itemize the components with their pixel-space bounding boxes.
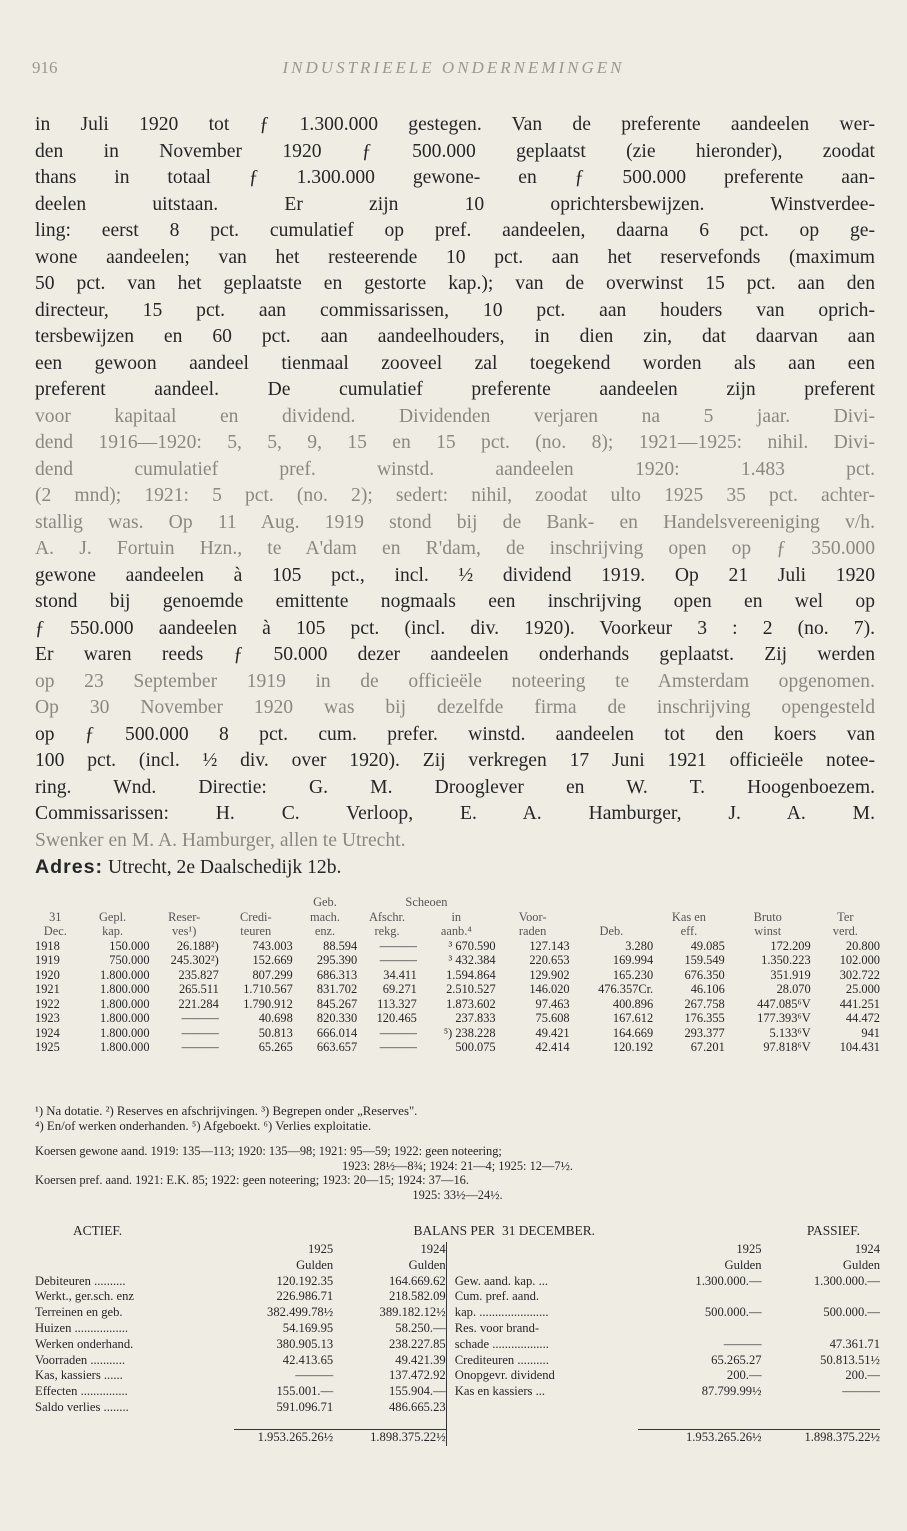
table-cell: 1920 [35,967,60,982]
actief-item-1925: ——— [295,1368,334,1383]
table-cell: 807.299 [252,967,293,982]
table-head-cell: mach. [310,909,340,924]
table-head-cell: Credi- [239,909,272,924]
table-row [35,1026,880,1041]
text-line: in Juli 1920 tot ƒ 1.300.000 gestegen. Van de preferente aandeelen wer- [35,114,875,135]
table-cell: 150.000 [109,938,150,953]
table-cell: 295.390 [316,953,358,967]
balance-row [35,1400,880,1416]
table-cell: 1.800.000 [100,967,150,982]
actief-item-1925: 591.096.71 [276,1399,334,1414]
table-cell: 104.431 [839,1040,880,1054]
text-line: deelen uitstaan. Er zijn 10 oprichtersbewijzen. Winstverdee- [35,193,875,215]
passief-item-1924: 1.300.000.— [813,1273,880,1288]
actief-item-name: Effecten ............... [35,1384,128,1399]
text-line: 50 pct. van het geplaatste en gestorte kap.); van de overwinst 15 pct. aan den [35,273,875,294]
table-cell: 167.612 [612,1011,654,1025]
table-cell: 1.594.864 [446,967,496,982]
empty-cell [455,1400,638,1416]
passief-item-1925: ——— [723,1336,762,1351]
passief-item-name: Kas en kassiers ... [454,1384,546,1399]
year-header: 1924 [420,1242,446,1256]
actief-item-1925: 54.169.95 [282,1320,334,1335]
text-line: Swenker en M. A. Hamburger, allen te Utrecht. [35,829,406,851]
text-line: thans in totaal ƒ 1.300.000 gewone- en ƒ 500.000 preferente aan- [35,167,875,188]
koersen-block [35,1144,880,1202]
table-head-cell: in [451,909,462,924]
table-cell: 441.251 [839,996,880,1011]
text-line: preferent aandeel. De cumulatief preferente aandeelen zijn preferent [35,379,875,400]
passief-item-1925 [638,1289,762,1305]
table-cell: 221.284 [178,996,219,1011]
empty-cell [762,1400,880,1416]
table-cell: 20.800 [845,938,880,953]
table-head-cell [76,895,150,910]
table-head-row [35,895,880,910]
table-cell: 1918 [35,938,60,953]
table-head-cell [653,895,725,910]
column-divider [446,1353,455,1369]
address-label: Adres: [35,856,104,878]
text-line: gewone aandeelen à 105 pct., incl. ½ dividend 1919. Op 21 Juli 1920 [35,564,875,586]
text-line: Op 30 November 1920 was bij dezelfde firma de inschrijving opengesteld [35,697,875,718]
table-cell: 164.669 [612,1025,654,1040]
table-cell: 666.014 [316,1025,358,1040]
koersen-line: 1923: 28½—8¾; 1924: 21—4; 1925: 12—7½. [342,1158,573,1173]
table-cell: 2.510.527 [446,982,496,996]
table-cell: 1923 [35,1011,60,1025]
table-cell: 127.143 [529,938,570,953]
table-head-cell: teuren [240,924,272,938]
table-cell: 750.000 [109,953,150,967]
text-line: tersbewijzen en 60 pct. aan aandeelhouders, in dien zin, dat daarvan aan [35,326,875,347]
table-row [35,997,880,1012]
passief-item-1924: 200.— [845,1368,880,1383]
table-cell: 159.549 [684,953,725,967]
actief-item-1925: 382.499.78½ [267,1305,334,1320]
table-cell: 400.896 [612,996,654,1011]
table-cell: 169.994 [612,953,654,967]
text-line: op ƒ 500.000 8 pct. cum. prefer. winstd. aandeelen tot den koers van [35,723,875,745]
actief-item-1924: 389.182.12½ [379,1305,446,1320]
table-cell: 3.280 [625,938,654,953]
table-cell: 235.827 [178,967,219,982]
total-passief-1925: 1.953.265.26½ [638,1430,762,1446]
text-line: den in November 1920 ƒ 500.000 geplaatst (zie hieronder), zoodat [35,140,875,162]
passief-item-name: kap. ...................... [454,1305,549,1320]
table-cell: 102.000 [839,953,880,967]
table-cell: 44.472 [845,1011,880,1025]
table-head-cell: ves¹) [171,924,197,938]
actief-item-name: Werken onderhand. [35,1336,134,1351]
passief-item-1924 [762,1321,880,1337]
actief-label: ACTIEF. [73,1223,123,1238]
unit-header: Gulden [408,1257,446,1272]
table-cell: 34.411 [383,967,417,982]
balance-row [35,1321,880,1337]
year-header: 1924 [854,1242,880,1256]
passief-item-1925: 200.— [726,1368,762,1383]
passief-item-1924: 500.000.— [823,1305,880,1320]
table-cell: ——— [181,1025,219,1040]
table-cell: 351.919 [770,967,811,982]
table-cell: 120.465 [376,1011,417,1025]
table-cell: 146.020 [529,982,570,996]
table-cell: 40.698 [258,1011,293,1025]
text-line: A. J. Fortuin Hzn., te A'dam en R'dam, de inschrijving open op ƒ 350.000 [35,538,875,559]
actief-item-name: Werkt., ger.sch. enz [35,1289,134,1304]
table-cell: 476.357Cr. [598,982,654,996]
footnote-line: ⁴) En/of werken onderhanden. ⁵) Afgeboekt. ⁶) Verlies exploitatie. [35,1119,372,1133]
page-number: 916 [32,58,58,77]
table-row [35,968,880,983]
koersen-line: 1925: 33½—24½. [412,1187,503,1202]
table-cell: 686.313 [316,967,358,982]
unit-header: Gulden [842,1257,880,1272]
passief-item-name: Crediteuren .......... [454,1352,549,1367]
address-text: Utrecht, 2e Daalschedijk 12b. [107,857,342,878]
table-cell: 1.800.000 [100,1040,150,1054]
table-cell: 1925 [35,1040,60,1054]
text-line: stallig was. Op 11 Aug. 1919 stond bij de Bank- en Handelsvereeniging v/h. [35,511,875,533]
table-cell: ⁵) 238.228 [443,1025,496,1040]
passief-item-name: Res. voor brand- [454,1320,540,1335]
table-cell: ——— [181,1040,219,1054]
balance-row [35,1384,880,1400]
passief-item-1924: 47.361.71 [829,1336,880,1351]
passief-item-1924 [762,1289,880,1305]
table-cell: 663.657 [316,1040,358,1054]
table-cell: 65.265 [258,1040,293,1054]
table-cell: 172.209 [770,938,811,953]
passief-item-1925: 87.799.99½ [701,1384,762,1399]
table-cell: 1922 [35,996,60,1011]
table-cell: 1.710.567 [243,982,293,996]
table-cell: 97.463 [535,996,570,1011]
text-line: Er waren reeds ƒ 50.000 dezer aandeelen onderhands geplaatst. Zij werden [35,644,875,665]
address-line [35,854,875,881]
passief-item-name: Gew. aand. kap. ... [454,1273,549,1288]
table-cell: 1.800.000 [100,982,150,996]
table-cell: 676.350 [684,967,725,982]
text-line: ring. Wnd. Directie: G. M. Drooglever en W. T. Hoogenboezem. [35,776,875,798]
text-line: directeur, 15 pct. aan commissarissen, 10 pct. aan houders van oprich- [35,299,875,321]
table-cell: 831.702 [316,982,358,996]
table-cell: 67.201 [690,1040,725,1054]
year-header: 1925 [736,1242,762,1256]
column-divider [446,1305,455,1321]
year-header: 1925 [307,1242,334,1256]
table-cell: 1.350.223 [761,953,811,967]
table-head-cell: raden [518,924,547,938]
column-divider [446,1368,455,1384]
table-cell: 1.800.000 [100,1025,150,1040]
table-head-cell: 31 [49,909,62,924]
table-head-cell: kap. [102,924,124,938]
table-cell: 265.511 [178,982,219,996]
table-cell: 237.833 [455,1011,496,1025]
table-cell: 1924 [35,1025,60,1040]
column-divider [446,1400,455,1416]
table-cell: 5.133⁶V [769,1025,811,1040]
table-footnotes [35,1104,880,1134]
table-cell: 69.271 [382,982,417,996]
total-actief-1925: 1.953.265.26½ [234,1430,333,1446]
actief-item-name: Voorraden ........... [35,1352,126,1367]
passief-label: PASSIEF. [806,1223,860,1238]
table-cell: ³ 432.384 [448,953,496,967]
table-head-cell: Dec. [43,924,67,938]
actief-item-1924: 137.472.92 [389,1368,446,1383]
passief-item-1925: 1.300.000.— [695,1273,762,1288]
text-line: ƒ 550.000 aandeelen à 105 pct. (incl. div. 1920). Voorkeur 3 : 2 (no. 7). [35,617,875,639]
passief-item-1924: 50.813.51½ [820,1352,880,1367]
table-cell: 820.330 [316,1011,358,1025]
table-row [35,982,880,997]
table-cell: 1.873.602 [446,996,496,1011]
table-cell: 28.070 [776,982,811,996]
column-divider [446,1289,455,1305]
actief-item-1925: 226.986.71 [276,1289,334,1304]
balance-title-right: 31 DECEMBER. [502,1223,595,1238]
statistics-table [35,895,880,1055]
text-line: (2 mnd); 1921: 5 pct. (no. 2); sedert: nihil, zoodat ulto 1925 35 pct. achter- [35,485,875,506]
actief-item-name: Kas, kassiers ...... [35,1368,123,1383]
table-head-cell [496,895,570,910]
table-cell: 97.818⁶V [763,1040,811,1054]
table-head-cell: Afschr. [368,909,406,924]
actief-item-1925: 42.413.65 [282,1352,334,1367]
table-head-cell: Kas en [671,909,706,924]
text-line: stond bij genoemde emittente nogmaals een inschrijving open en wel op [35,591,875,612]
table-head-cell [570,895,654,910]
passief-item-1925: 65.265.27 [711,1352,762,1367]
total-passief-1924: 1.898.375.22½ [762,1430,880,1446]
table-head-cell: aanb.⁴ [440,924,472,938]
table-head-cell: Gepl. [98,909,127,924]
table-head-cell: Geb. [313,895,337,909]
table-cell: 1.800.000 [100,1011,150,1025]
text-line: voor kapitaal en dividend. Dividenden verjaren na 5 jaar. Divi- [35,405,875,427]
text-line: ling: eerst 8 pct. cumulatief op pref. aandeelen, daarna 6 pct. op ge- [35,220,875,241]
table-head-row [35,924,880,939]
table-cell: 120.192 [612,1040,654,1054]
balance-sheet [35,1222,880,1446]
footnote-line: ¹) Na dotatie. ²) Reserves en afschrijvingen. ³) Begrepen onder „Reserves". [35,1104,418,1118]
table-head-cell [35,895,76,910]
passief-item-1925: 500.000.— [704,1305,762,1320]
text-line: 100 pct. (incl. ½ div. over 1920). Zij verkregen 17 Juni 1921 officieële notee- [35,750,875,771]
table-cell: 49.421 [535,1025,570,1040]
table-head-cell: rekg. [374,924,400,938]
table-row [35,1011,880,1026]
total-actief-1924: 1.898.375.22½ [333,1430,446,1446]
actief-item-name: Huizen ................. [35,1320,129,1335]
table-cell: 113.327 [377,996,417,1011]
table-head-cell: Reser- [168,909,201,924]
table-cell: 302.722 [839,967,880,982]
balance-row [35,1274,880,1290]
table-cell: 46.106 [690,982,725,996]
table-cell: 500.075 [455,1040,496,1054]
passief-item-1925 [638,1321,762,1337]
text-line: dend 1916—1920: 5, 5, 9, 15 en 15 pct. (no. 8); 1921—1925: nihil. Divi- [35,432,875,453]
passief-item-name: schade .................. [454,1336,549,1351]
table-cell: 845.267 [316,996,358,1011]
koersen-line: Koersen gewone aand. 1919: 135—113; 1920: 135—98; 1921: 95—59; 1922: geen noteering; [35,1144,502,1158]
balance-title-left: BALANS PER [413,1223,495,1238]
table-cell: ——— [379,953,417,967]
actief-item-name: Saldo verlies ........ [35,1399,129,1414]
passief-item-1924: ——— [842,1384,880,1399]
actief-item-1924: 155.904.— [389,1384,446,1399]
actief-item-1924: 58.250.— [395,1320,446,1335]
table-cell: ³ 670.590 [448,938,496,953]
balance-row [35,1368,880,1384]
table-cell: 25.000 [845,982,880,996]
unit-header: Gulden [724,1257,762,1272]
passief-item-name: Cum. pref. aand. [454,1289,540,1304]
table-cell: ——— [379,1040,417,1054]
table-head-cell [150,895,219,910]
table-cell: 220.653 [529,953,570,967]
table-head-cell: eff. [680,924,698,938]
table-head-cell [219,895,293,910]
column-divider [446,1321,455,1337]
table-cell: 26.188²) [176,938,219,953]
table-head-cell: enz. [314,924,336,938]
table-cell: 165.230 [612,967,654,982]
table-cell: 1919 [35,953,60,967]
actief-item-1924: 164.669.62 [389,1273,446,1288]
table-cell: 75.608 [535,1011,570,1025]
table-cell: 49.085 [690,938,725,953]
table-cell: 177.393⁶V [757,1011,811,1025]
table-cell: 50.813 [258,1025,293,1040]
text-line: op 23 September 1919 in de officieële noteering te Amsterdam opgenomen. [35,670,875,692]
actief-item-1924: 238.227.85 [389,1336,446,1351]
text-line: dend cumulatief pref. winstd. aandeelen 1920: 1.483 pct. [35,458,875,480]
running-title: INDUSTRIEELE ONDERNEMINGEN [282,58,625,77]
actief-item-1924: 486.665.23 [389,1399,446,1414]
table-row [35,939,880,954]
table-cell: 743.003 [252,938,293,953]
actief-item-1925: 120.192.35 [276,1273,334,1288]
table-row [35,1040,880,1055]
table-head-cell: Voor- [518,909,547,924]
column-divider [446,1384,455,1400]
table-head-cell [811,895,880,910]
column-divider [446,1274,455,1290]
actief-item-name: Debiteuren .......... [35,1273,126,1288]
actief-item-1924: 49.421.39 [395,1352,446,1367]
table-cell: ——— [379,938,417,953]
table-cell: 293.377 [684,1025,725,1040]
table-head-cell: verd. [832,924,858,938]
table-cell: 129.902 [529,967,570,982]
table-row [35,953,880,968]
table-cell: ——— [379,1025,417,1040]
table-cell: ——— [181,1011,219,1025]
table-cell: 1.790.912 [243,996,293,1011]
table-head-cell: Scheoen [405,895,448,909]
table-cell: 88.594 [323,938,358,953]
table-head-cell: Bruto [753,909,782,924]
table-head-cell: Deb. [599,924,624,938]
table-head-row [35,910,880,925]
table-cell: 152.669 [252,953,293,967]
table-cell: 1921 [35,982,60,996]
text-line: Commissarissen: H. C. Verloop, E. A. Hamburger, J. A. M. [35,803,875,824]
passief-item-name: Onopgevr. dividend [454,1368,555,1383]
table-cell: 42.414 [535,1040,570,1054]
table-head-cell: Ter [837,909,854,924]
table-head-cell [725,895,811,910]
balance-row [35,1289,880,1305]
balance-row [35,1337,880,1353]
table-cell: 447.085⁶V [757,996,811,1011]
table-head-cell: winst [754,924,782,938]
table-cell: 941 [861,1025,880,1040]
body-text [35,112,875,881]
actief-item-1925: 380.905.13 [276,1336,334,1351]
table-cell: 267.758 [684,996,725,1011]
unit-header: Gulden [296,1257,334,1272]
balance-row [35,1353,880,1369]
column-divider [446,1337,455,1353]
text-line: wone aandeelen; van het resteerende 10 pct. aan het reservefonds (maximum [35,246,875,268]
actief-item-1924: 218.582.09 [389,1289,446,1304]
table-cell: 1.800.000 [100,996,150,1011]
running-header [0,52,907,82]
actief-item-name: Terreinen en geb. [35,1305,123,1320]
empty-cell [638,1400,762,1416]
koersen-line: Koersen pref. aand. 1921: E.K. 85; 1922: geen noteering; 1923: 20—15; 1924: 37—16. [35,1173,469,1187]
table-cell: 176.355 [684,1011,725,1025]
table-head-cell [570,910,654,925]
table-cell: 245.302²) [170,953,219,967]
actief-item-1925: 155.001.— [276,1384,334,1399]
text-line: een gewoon aandeel tienmaal zooveel zal toegekend worden als aan een [35,352,875,374]
balance-row [35,1305,880,1321]
